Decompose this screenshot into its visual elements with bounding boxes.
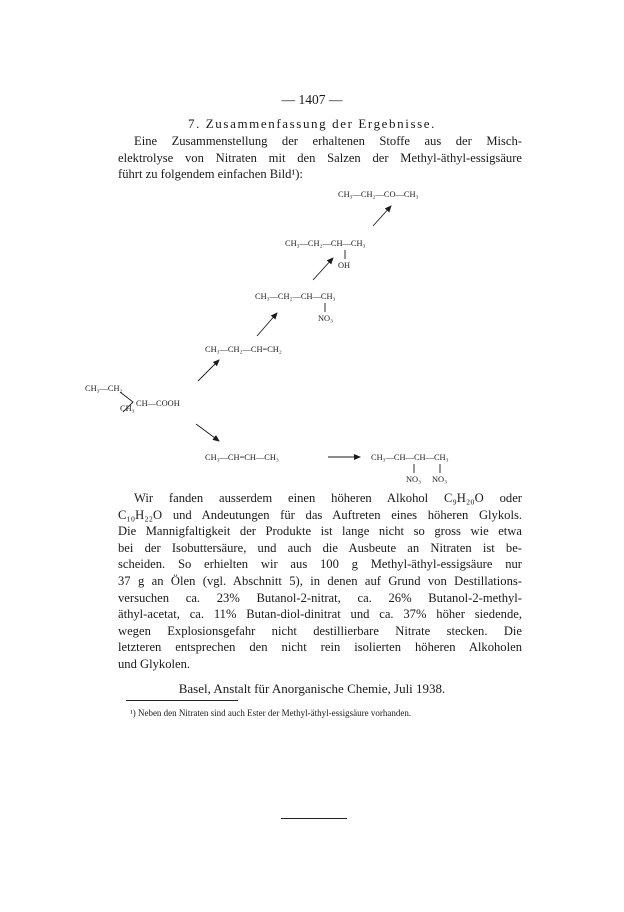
nitrate-formula: CH₃—CH₂—CH—CH₃: [255, 292, 336, 301]
results-line: versuchen ca. 23% Butanol-2-nitrat, ca. 26% Butanol-2-methyl-: [118, 590, 522, 605]
results-line: letzteren entsprechen den nicht rein isolierten höheren Alkoholen: [118, 640, 522, 655]
arrow-to-nitrate: [257, 313, 277, 336]
results-line: wegen Explosionsgefahr nicht destillierbare Nitrate stecken. Die: [118, 623, 522, 638]
butanol-formula: CH₃—CH₂—CH—CH₃: [285, 239, 366, 248]
dinitrate-no3-1: NO₃: [406, 475, 422, 484]
arrow-to-butene1: [198, 360, 219, 381]
footnote: ¹) Neben den Nitraten sind auch Ester der Methyl-äthyl-essigsäure vorhanden.: [130, 708, 412, 718]
acid-methyl: CH₃: [120, 404, 135, 413]
results-line: scheiden. So erhielten wir aus 100 g Methyl-äthyl-essigsäure nur: [118, 557, 522, 572]
results-line: und Glykolen.: [118, 656, 191, 671]
nitrate-no3: NO₃: [318, 314, 334, 323]
dinitrate-formula: CH₃—CH—CH—CH₃: [371, 453, 449, 462]
butanone-formula: CH₃—CH₂—CO—CH₃: [338, 190, 419, 199]
page-number: — 1407 —: [281, 92, 343, 107]
arrow-to-butene2: [196, 424, 219, 441]
place-date-line: Basel, Anstalt für Anorganische Chemie, Juli 1938.: [178, 681, 446, 696]
intro-line: Eine Zusammenstellung der erhaltenen Stoffe aus der Misch-: [134, 134, 522, 148]
end-rule: [281, 818, 347, 819]
butene1-formula: CH₃—CH₂—CH=CH₂: [205, 345, 282, 354]
section-heading: 7. Zusammenfassung der Ergebnisse.: [187, 116, 437, 131]
arrow-to-butanol: [313, 258, 333, 280]
butene2-formula: CH₃—CH=CH—CH₃: [205, 453, 279, 462]
results-line: bei der Isobuttersäure, und auch die Ausbeute an Nitraten ist be-: [118, 540, 522, 555]
acid-cooh: CH—COOH: [136, 399, 180, 408]
results-line: 37 g an Ölen (vgl. Abschnitt 5), in denen auf Grund von Destillations-: [118, 573, 522, 588]
intro-line: elektrolyse von Nitraten mit den Salzen der Methyl-äthyl-essigsäure: [118, 150, 522, 165]
intro-line: führt zu folgendem einfachen Bild¹):: [118, 167, 303, 182]
butanol-oh: OH: [338, 261, 351, 270]
results-line: Wir fanden ausserdem einen höheren Alkohol C₉H₂₀O oder: [134, 491, 522, 505]
results-line: äthyl-acetat, ca. 11% Butan-diol-dinitrat und ca. 37% höher siedende,: [118, 607, 522, 622]
results-line: Die Mannigfaltigkeit der Produkte ist lange nicht so gross wie etwa: [118, 524, 522, 539]
results-paragraph: [118, 490, 522, 673]
footnote-rule: [126, 700, 238, 701]
dinitrate-no3-2: NO₃: [432, 475, 448, 484]
results-line: C₁₀H₂₂O und Andeutungen für das Auftreten eines höheren Glykols.: [118, 507, 522, 522]
arrow-to-butanone: [373, 206, 391, 226]
acid-ethyl: CH₃—CH₂: [85, 384, 123, 393]
